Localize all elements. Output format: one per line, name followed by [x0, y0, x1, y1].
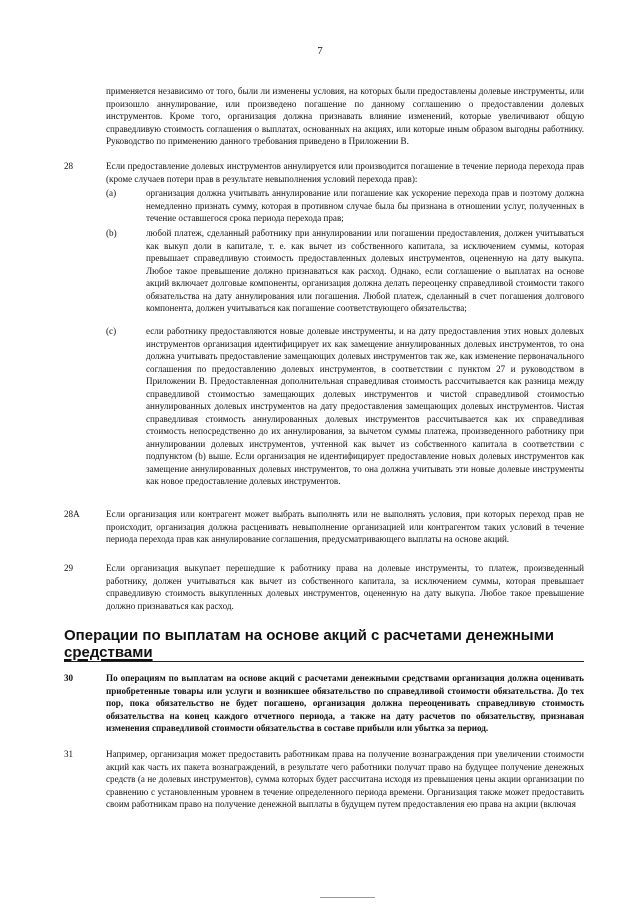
section-heading [64, 627, 584, 661]
item-a-label: (a) [106, 188, 117, 198]
section-heading-line1: Операции по выплатам на основе акций с расчетами денежными [64, 627, 554, 644]
paragraph-30-number: 30 [64, 673, 74, 683]
item-a-text: организация должна учитывать аннулирование или погашение как ускорение перехода прав и поэтому должна немедленно признать сумму, которая в противном случае была бы признана в отношении услуг, полученных в течение оставшегося срока периода перехода прав; [146, 188, 584, 223]
paragraph-28-number: 28 [64, 161, 74, 171]
paragraph-28-text: Если предоставление долевых инструментов аннулируется или производится погашение в течение периода перехода прав (кроме случаев потери прав в результате невыполнения условий перехода прав): [106, 161, 584, 184]
section-heading-line2: средствами [64, 644, 153, 661]
paragraph-28a-number: 28A [64, 509, 80, 519]
heading-divider [64, 661, 584, 662]
page-bottom-rule [320, 897, 375, 898]
paragraph-30-text: По операциям по выплатам на основе акций с расчетами денежными средствами организация должна оценивать приобретенные товары или услуги и возникшее обязательство по справедливой стоимости обязательства. До тех пор, пока обязательство не будет погашено, организация должна переоценивать справедливую стоимость обязательства на конец каждого отчетного периода, а также на дату расчетов по обязательству, признавая изменения справедливой стоимости обязательства в составе прибыли или убытка за период. [106, 673, 584, 733]
item-b-text: любой платеж, сделанный работнику при аннулировании или погашении предоставления, должен учитываться как выкуп доли в капитале, т. е. как вычет из собственного капитала, за исключением суммы, которая превышает справедливую стоимость предоставленных долевых инструментов, оцененную на дату выкупа. Любое такое превышение должно признаваться как расход. Однако, если соглашение о выплатах на основе акций включает долговые компоненты, организация должна делать переоценку справедливой стоимости такого обязательства на дату аннулирования или погашения. Любой платеж, сделанный в счет погашения долгового компонента, должен учитываться как погашение соответствующего обязательства; [146, 228, 584, 313]
paragraph-31-number: 31 [64, 749, 74, 759]
paragraph-31-text: Например, организация может предоставить работникам права на получение вознаграждения при увеличении стоимости акций как часть их пакета вознаграждений, в результате чего работники получат право на будущее получение денежных средств (а не долевых инструментов), сумма которых будет рассчитана исходя из превышения цены акции организации по сравнению с установленным уровнем в течение определенного периода времени. Организация также может предоставить своим работникам право на получение денежной выплаты в будущем путем предоставления ею права на акции (включая [106, 749, 584, 809]
item-c-label: (c) [106, 326, 117, 336]
paragraph-28a-text: Если организация или контрагент может выбрать выполнять или не выполнять условия, при которых переход прав не происходит, организация должна расценивать невыполнение организацией или контрагентом таких условий в течение периода перехода прав как аннулирование соглашения, предусматривающего выплаты на основе акций. [106, 509, 584, 544]
page-number: 7 [317, 45, 323, 57]
paragraph-29-text: Если организация выкупает перешедшие к работнику права на долевые инструменты, то платеж, произведенный работнику, должен учитываться как вычет из собственного капитала, за исключением суммы, которая превышает справедливую стоимость выкупленных долевых инструментов, оцененную на дату выкупа. Любое такое превышение должно признаваться как расход. [106, 563, 584, 611]
item-b-label: (b) [106, 228, 117, 238]
item-c-text: если работнику предоставляются новые долевые инструменты, и на дату предоставления этих новых долевых инструментов организация идентифицирует их как замещение аннулированных долевых инструментов, то она должна учитывать предоставление замещающих долевых инструментов так же, как изменение первоначального соглашения по предоставлению долевых инструментов, в соответствии с пунктом 27 и руководством в Приложении В. Предоставленная дополнительная справедливая стоимость рассчитывается как разница между справедливой стоимостью замещающих долевых инструментов и чистой справедливой стоимостью аннулированных долевых инструментов на дату предоставления замещающих долевых инструментов. Чистая справедливая стоимость аннулированных долевых инструментов рассчитывается как их справедливая стоимость непосредственно до их аннулирования, за вычетом суммы платежа, произведенного работнику при аннулировании долевых инструментов, учтенной как вычет из собственного капитала в соответствии с подпунктом (b) выше. Если организация не идентифицирует предоставление новых долевых инструментов как замещение аннулированных долевых инструментов, то она должна учитывать эти новые долевые инструменты как новое предоставление долевых инструментов. [146, 326, 584, 486]
intro-paragraph: применяется независимо от того, были ли изменены условия, на которых были предоставлены долевые инструменты, или произошло аннулирование, или произведено погашение по данному соглашению о предоставлении долевых инструментов. Кроме того, организация должна признавать влияние изменений, которые увеличивают общую справедливую стоимость соглашения о выплатах, основанных на акциях, или которые иным образом выгодны работнику. Руководство по применению данного требования приведено в Приложении В. [106, 86, 584, 146]
paragraph-29-number: 29 [64, 563, 74, 573]
